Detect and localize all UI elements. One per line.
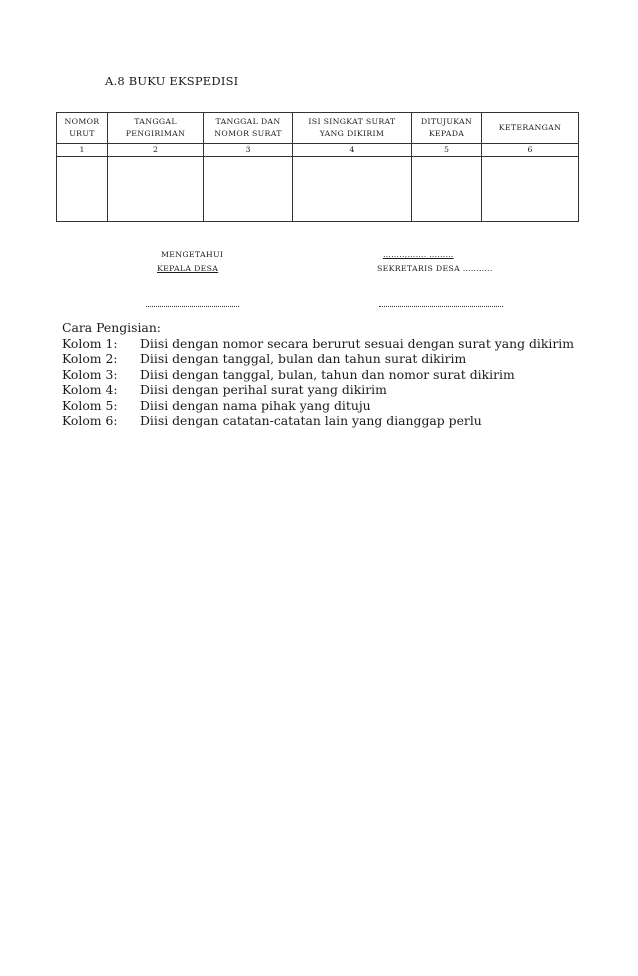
table-cell (482, 157, 579, 222)
signature-left-role: KEPALA DESA (157, 264, 219, 273)
instruction-label: Kolom 6: (62, 413, 118, 428)
table-cell (204, 157, 293, 222)
table-cell (108, 157, 204, 222)
column-number: 3 (204, 144, 293, 157)
list-item (62, 413, 574, 429)
instruction-label: Kolom 2: (62, 351, 118, 366)
header-ditujukan-kepada: DITUJUKAN KEPADA (412, 113, 482, 144)
instruction-text: Diisi dengan tanggal, bulan, tahun dan nomor surat dikirim (140, 366, 515, 382)
list-item (62, 336, 574, 352)
table-cell (57, 157, 108, 222)
instructions-heading: Cara Pengisian: (62, 320, 161, 335)
header-keterangan: KETERANGAN (482, 113, 579, 144)
instruction-text: Diisi dengan perihal surat yang dikirim (140, 382, 387, 397)
column-number: 2 (108, 144, 204, 157)
filling-instructions (62, 320, 574, 429)
list-item (62, 382, 574, 398)
table-number-row (57, 144, 579, 157)
instruction-label: Kolom 5: (62, 397, 118, 413)
list-item (62, 367, 574, 383)
column-number: 1 (57, 144, 108, 157)
list-item (62, 398, 574, 414)
signature-right-line (379, 306, 503, 307)
column-number: 6 (482, 144, 579, 157)
list-item (62, 351, 574, 367)
column-number: 5 (412, 144, 482, 157)
signature-right-date: ……..,……. ……… (383, 250, 454, 259)
document-title: A.8 BUKU EKSPEDISI (105, 74, 239, 88)
header-nomor-urut: NOMOR URUT (57, 113, 108, 144)
table-header-row (57, 113, 579, 144)
table-cell (412, 157, 482, 222)
header-tanggal-nomor-surat: TANGGAL DAN NOMOR SURAT (204, 113, 293, 144)
instruction-text: Diisi dengan nomor secara berurut sesuai dengan surat yang dikirim (140, 335, 574, 351)
expedition-table (56, 112, 579, 222)
instruction-text: Diisi dengan tanggal, bulan dan tahun surat dikirim (140, 351, 467, 366)
signature-left-line (146, 306, 239, 307)
signature-right-role: SEKRETARIS DESA ……….. (377, 264, 493, 273)
header-isi-singkat-surat: ISI SINGKAT SURAT YANG DIKIRIM (293, 113, 412, 144)
table-row (57, 157, 579, 222)
column-number: 4 (293, 144, 412, 157)
instruction-label: Kolom 4: (62, 382, 118, 397)
signature-left-heading: MENGETAHUI (161, 250, 224, 259)
instruction-text: Diisi dengan nama pihak yang dituju (140, 397, 371, 413)
instruction-label: Kolom 3: (62, 366, 118, 382)
header-tanggal-pengiriman: TANGGAL PENGIRIMAN (108, 113, 204, 144)
instruction-text: Diisi dengan catatan-catatan lain yang dianggap perlu (140, 413, 482, 428)
instruction-label: Kolom 1: (62, 335, 118, 351)
table-cell (293, 157, 412, 222)
